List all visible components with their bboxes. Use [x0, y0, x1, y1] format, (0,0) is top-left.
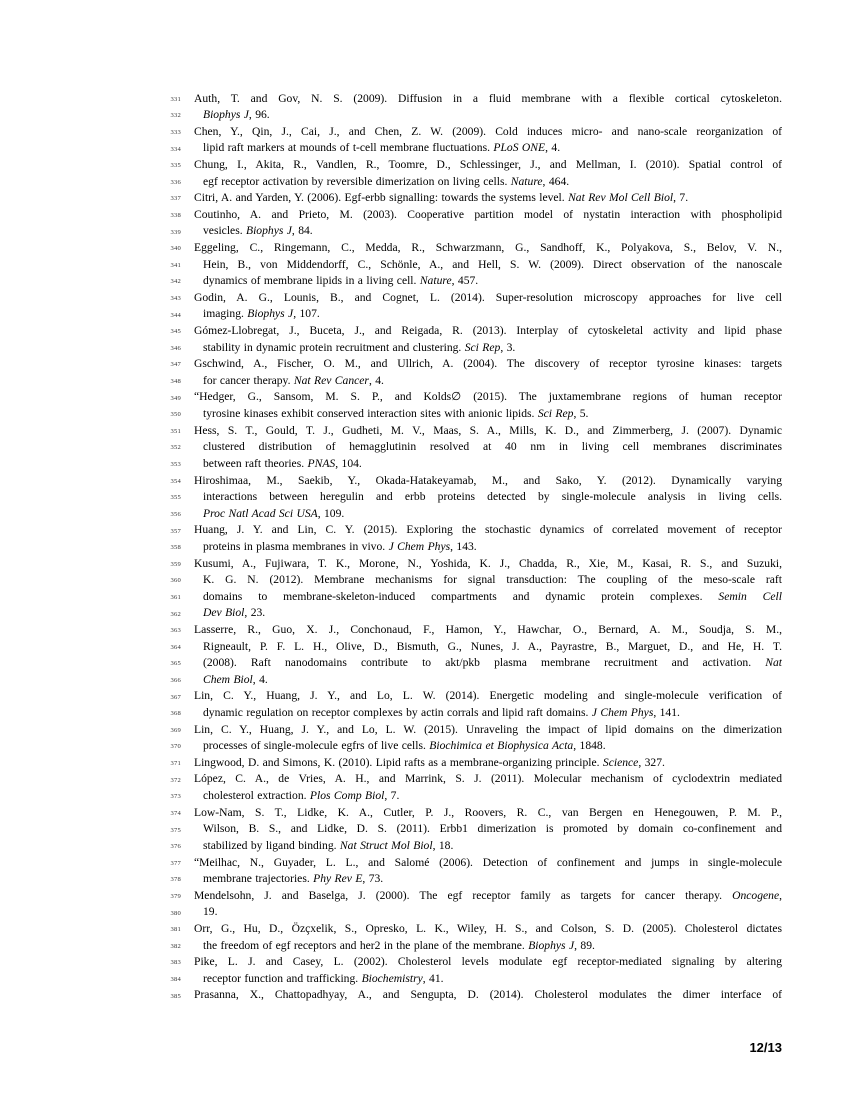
line-number: 364: [170, 643, 181, 651]
line-number: 385: [170, 992, 181, 1000]
line-number: 378: [170, 876, 181, 884]
line-number: 381: [170, 926, 181, 934]
reference-line: Kusumi, A., Fujiwara, T. K., Morone, N., Yoshida, K. J., Chadda, R., Xie, M., Kasai, R. S., and Suzuki,: [194, 556, 782, 570]
reference-line: Auth, T. and Gov, N. S. (2009). Diffusion in a fluid membrane with a flexible cortical cytoskeleton.: [194, 91, 782, 105]
reference-line: Lingwood, D. and Simons, K. (2010). Lipid rafts as a membrane-organizing principle. Science, 327.: [194, 755, 665, 769]
reference-line: Wilson, B. S., and Lidke, D. S. (2011). Erbb1 dimerization is promoted by domain co-confinement and: [203, 822, 782, 836]
reference-entry: [194, 855, 782, 888]
line-number: 340: [170, 245, 181, 253]
reference-line: Rigneault, P. F. L. H., Olive, D., Bismuth, G., Nunes, J. A., Payrastre, B., Marguet, D., and He, H. T.: [203, 639, 782, 653]
line-number: 349: [170, 394, 181, 402]
reference-entry: [194, 556, 782, 622]
reference-entry: [194, 240, 782, 290]
line-number: 333: [170, 128, 181, 136]
reference-entry: [194, 954, 782, 987]
reference-entry: [194, 124, 782, 157]
line-number: 366: [170, 677, 181, 685]
reference-line: tyrosine kinases exhibit conserved interaction sites with anionic lipids. Sci Rep, 5.: [203, 407, 589, 421]
line-number: 358: [170, 544, 181, 552]
line-number: 342: [170, 278, 181, 286]
line-number: 354: [170, 477, 181, 485]
reference-line: (2008). Raft nanodomains contribute to akt/pkb plasma membrane recruitment and activation. Nat: [203, 656, 782, 670]
line-number: 367: [170, 693, 181, 701]
reference-line: interactions between heregulin and erbb proteins detected by single-molecule analysis in living cells.: [203, 490, 782, 504]
reference-entry: [194, 987, 782, 1004]
reference-line: membrane trajectories. Phy Rev E, 73.: [203, 872, 384, 886]
reference-entry: [194, 805, 782, 855]
reference-entry: [194, 190, 782, 207]
reference-line: Chung, I., Akita, R., Vandlen, R., Toomre, D., Schlessinger, J., and Mellman, I. (2010). Spatial control of: [194, 157, 782, 171]
page-number: 12/13: [749, 1040, 782, 1055]
reference-line: for cancer therapy. Nat Rev Cancer, 4.: [203, 373, 384, 387]
line-number: 346: [170, 344, 181, 352]
reference-line: Huang, J. Y. and Lin, C. Y. (2015). Exploring the stochastic dynamics of correlated movement of receptor: [194, 523, 782, 537]
reference-entry: [194, 290, 782, 323]
line-number: 355: [170, 494, 181, 502]
line-number: 369: [170, 726, 181, 734]
line-number: 353: [170, 461, 181, 469]
reference-line: Lin, C. Y., Huang, J. Y., and Lo, L. W. (2014). Energetic modeling and single-molecule verification of: [194, 689, 782, 703]
line-number-column: [150, 91, 181, 1005]
reference-entry: [194, 722, 782, 755]
reference-line: Low-Nam, S. T., Lidke, K. A., Cutler, P. J., Roovers, R. C., van Bergen en Henegouwen, P. M. P.,: [194, 805, 782, 819]
line-number: 361: [170, 593, 181, 601]
reference-line: Coutinho, A. and Prieto, M. (2003). Cooperative partition model of nystatin interaction with phospholipid: [194, 207, 782, 221]
reference-entry: [194, 323, 782, 356]
line-number: 336: [170, 178, 181, 186]
line-number: 331: [170, 95, 181, 103]
line-number: 332: [170, 112, 181, 120]
reference-line: 19.: [203, 905, 218, 919]
line-number: 343: [170, 295, 181, 302]
line-number: 357: [170, 527, 181, 535]
reference-line: Gschwind, A., Fischer, O. M., and Ullrich, A. (2004). The discovery of receptor tyrosine kinases: targets: [194, 357, 782, 371]
reference-line: “Hedger, G., Sansom, M. S. P., and Kolds∅ (2015). The juxtamembrane regions of human receptor: [194, 390, 782, 404]
reference-entry: [194, 423, 782, 473]
reference-line: vesicles. Biophys J, 84.: [203, 224, 313, 238]
line-number: 341: [170, 261, 181, 269]
reference-entry: [194, 389, 782, 422]
reference-line: Lasserre, R., Guo, X. J., Conchonaud, F., Hamon, Y., Hawchar, O., Bernard, A. M., Soudja, S. M.,: [194, 623, 782, 636]
reference-line: Orr, G., Hu, D., Özçxelik, S., Opresko, L. K., Wiley, H. S., and Colson, S. D. (2005). Cholesterol dictates: [194, 921, 782, 935]
reference-line: Godin, A. G., Lounis, B., and Cognet, L. (2014). Super-resolution microscopy approaches for live cell: [194, 290, 782, 304]
line-number: 375: [170, 826, 181, 834]
line-number: 335: [170, 162, 181, 170]
reference-line: Citri, A. and Yarden, Y. (2006). Egf-erbb signalling: towards the systems level. Nat Rev Mol Cell Biol, 7.: [194, 191, 689, 205]
reference-line: Chem Biol, 4.: [203, 672, 268, 686]
line-number: 339: [170, 228, 181, 236]
reference-line: dynamic regulation on receptor complexes by actin corrals and lipid raft domains. J Chem Phys, 141.: [203, 706, 680, 720]
reference-line: López, C. A., de Vries, A. H., and Marrink, S. J. (2011). Molecular mechanism of cyclodextrin mediated: [194, 772, 782, 786]
line-number: 360: [170, 577, 181, 585]
reference-line: dynamics of membrane lipids in a living cell. Nature, 457.: [203, 274, 479, 288]
reference-entry: [194, 356, 782, 389]
reference-line: Eggeling, C., Ringemann, C., Medda, R., Schwarzmann, G., Sandhoff, K., Polyakova, S., Belov, V. N.,: [194, 240, 782, 254]
reference-line: Dev Biol, 23.: [203, 606, 266, 620]
reference-line: Chen, Y., Qin, J., Cai, J., and Chen, Z. W. (2009). Cold induces micro- and nano-scale reorganization of: [194, 124, 782, 138]
line-number: 365: [170, 660, 181, 668]
line-number: 356: [170, 510, 181, 518]
reference-entry: [194, 622, 782, 688]
line-number: 352: [170, 444, 181, 452]
reference-line: “Meilhac, N., Guyader, L. L., and Salomé (2006). Detection of confinement and jumps in single-molecule: [194, 855, 782, 869]
line-number: 345: [170, 328, 181, 336]
reference-line: Hein, B., von Middendorff, C., Schönle, A., and Hell, S. W. (2009). Direct observation of the nanoscale: [203, 257, 782, 271]
reference-line: Biophys J, 96.: [203, 108, 270, 122]
reference-line: cholesterol extraction. Plos Comp Biol, 7.: [203, 789, 400, 803]
reference-line: Lin, C. Y., Huang, J. Y., and Lo, L. W. (2015). Unraveling the impact of lipid domains on the dimerization: [194, 722, 782, 736]
reference-line: Proc Natl Acad Sci USA, 109.: [203, 506, 345, 520]
reference-line: egf receptor activation by reversible dimerization on living cells. Nature, 464.: [203, 174, 570, 188]
reference-line: stability in dynamic protein recruitment and clustering. Sci Rep, 3.: [203, 340, 516, 354]
line-number: 334: [170, 145, 181, 153]
line-number: 371: [170, 760, 181, 768]
line-number: 383: [170, 959, 181, 967]
line-number: 374: [170, 809, 181, 817]
reference-line: lipid raft markers at mounds of t-cell membrane fluctuations. PLoS ONE, 4.: [203, 141, 561, 155]
line-number: 382: [170, 942, 181, 950]
line-number: 362: [170, 610, 181, 618]
line-number: 379: [170, 892, 181, 900]
reference-line: Hess, S. T., Gould, T. J., Gudheti, M. V., Maas, S. A., Mills, K. D., and Zimmerberg, J. (2007). Dynamic: [194, 423, 782, 437]
line-number: 384: [170, 975, 181, 983]
line-number: 337: [170, 195, 181, 203]
line-number: 373: [170, 793, 181, 801]
reference-entry: [194, 473, 782, 523]
reference-entry: [194, 771, 782, 804]
line-number: 350: [170, 411, 181, 419]
line-number: 348: [170, 378, 181, 386]
reference-line: Mendelsohn, J. and Baselga, J. (2000). The egf receptor family as targets for cancer therapy. Oncogene,: [194, 888, 782, 902]
line-number: 368: [170, 710, 181, 718]
reference-line: Hiroshimaa, M., Saekib, Y., Okada-Hatakeyamab, M., and Sako, Y. (2012). Dynamically varying: [194, 473, 782, 487]
line-number: 338: [170, 211, 181, 219]
reference-line: receptor function and trafficking. Biochemistry, 41.: [203, 971, 444, 985]
reference-line: between raft theories. PNAS, 104.: [203, 456, 362, 470]
reference-line: Prasanna, X., Chattopadhyay, A., and Sengupta, D. (2014). Cholesterol modulates the dimer interface of: [194, 988, 782, 1002]
line-number: 372: [170, 776, 181, 784]
reference-entry: [194, 207, 782, 240]
reference-entry: [194, 755, 782, 772]
reference-line: K. G. N. (2012). Membrane mechanisms for signal transduction: The coupling of the meso-scale raft: [203, 573, 782, 587]
line-number: 359: [170, 560, 181, 568]
line-number: 363: [170, 627, 181, 635]
reference-line: processes of single-molecule egfrs of live cells. Biochimica et Biophysica Acta, 1848.: [203, 739, 606, 753]
reference-entry: [194, 688, 782, 721]
line-number: 351: [170, 427, 181, 435]
line-number: 344: [170, 311, 181, 319]
reference-entry: [194, 888, 782, 921]
reference-line: proteins in plasma membranes in vivo. J Chem Phys, 143.: [203, 539, 477, 553]
references-list: [194, 91, 782, 1005]
reference-line: clustered distribution of hemagglutinin resolved at 40 nm in living cell membranes discriminates: [203, 440, 782, 454]
reference-line: Pike, L. J. and Casey, L. (2002). Cholesterol levels modulate egf receptor-mediated signaling by altering: [194, 955, 782, 969]
reference-line: imaging. Biophys J, 107.: [203, 307, 320, 321]
line-number: 376: [170, 843, 181, 851]
line-number: 380: [170, 909, 181, 917]
reference-line: Gómez-Llobregat, J., Buceta, J., and Reigada, R. (2013). Interplay of cytoskeletal activity and lipid phase: [194, 324, 782, 338]
reference-entry: [194, 91, 782, 124]
reference-entry: [194, 921, 782, 954]
reference-entry: [194, 522, 782, 555]
line-number: 377: [170, 859, 181, 867]
reference-line: stabilized by ligand binding. Nat Struct Mol Biol, 18.: [203, 838, 454, 852]
reference-line: domains to membrane-skeleton-induced compartments and dynamic protein complexes. Semin Cell: [203, 589, 782, 603]
line-number: 347: [170, 361, 181, 369]
reference-line: the freedom of egf receptors and her2 in the plane of the membrane. Biophys J, 89.: [203, 938, 595, 952]
line-number: 370: [170, 743, 181, 751]
reference-entry: [194, 157, 782, 190]
